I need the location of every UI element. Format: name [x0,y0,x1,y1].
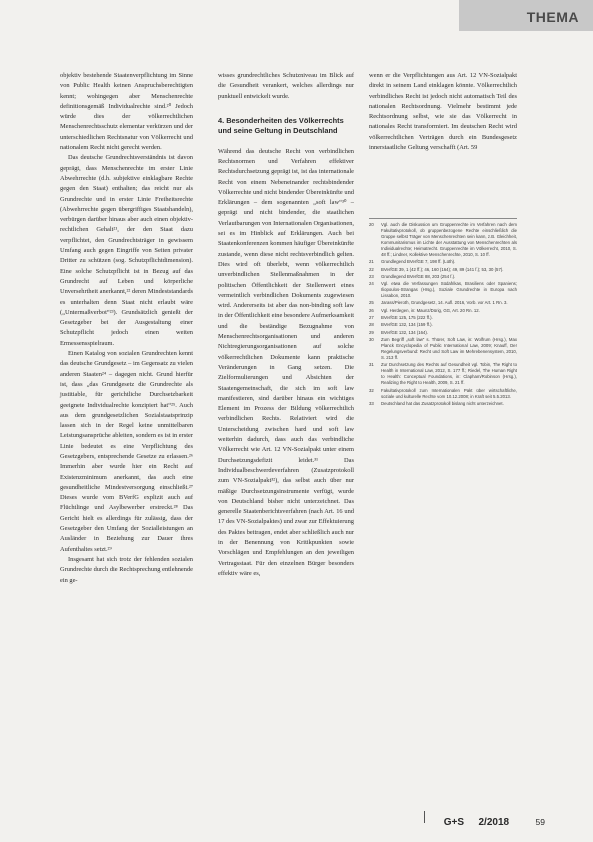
footnote-text: Deutschland hat das Zusatzprotokoll bislang nicht unterzeichnet. [381,400,504,406]
issue-number: 2/2018 [478,817,510,828]
footnote-number: 30 [369,336,374,342]
footnote-text: BVerfGE 132, 134 (164). [381,329,429,335]
footnote-item [369,259,517,265]
footnotes [369,222,517,408]
footnote-number: 25 [369,300,374,306]
footnote-number: 24 [369,281,374,287]
footnote-text: Vgl. auch die Diskussion um Gruppenrechte im Verfahren nach dem Fakultativprotokoll, ob gruppenbezogene Rechte einschließlich die Gruppe selbst Träger von Menschenrechten sein kann, z.B. Gleichheit, Kommunitarismus im Lichte der Ausstattung von Menschenrechten als Individualrechte; Heimatrecht. Gruppenrechte im Völkerrecht, 2010, S. 48 ff.; Lindner, Kollektive Menschenrechte, 2010, S. 10 ff. [381,222,517,257]
paragraph: Insgesamt hat sich trotz der fehlenden sozialen Grundrechte durch die Rechtsprechung entlehnende ein ge- [60,555,193,584]
footnote-divider [369,218,517,219]
section-label: THEMA [526,9,579,25]
footnote-text: Grundlegend BVerfGE 88, 203 (254 f.). [381,273,456,279]
footnote-text: Zum Begriff „soft law“ s. Thürer, Soft Law, in: Wolfrum (Hrsg.), Max Planck Encyclopedia of Public International Law, 2009; Knauff, Der Regelungsverbund: Recht und Soft Law im Mehrebenensystem, 2010, S. 213 ff. [381,336,517,360]
footnote-number: 26 [369,307,374,313]
footnote-number: 20 [369,222,374,227]
footnote-item [369,362,517,386]
footnote-item [369,330,517,336]
footnote-number: 32 [369,387,374,393]
footnote-text: BVerfGE 125, 175 (222 ff.). [381,315,433,321]
footnote-text: BVerfGE 132, 134 (159 ff.). [381,322,433,328]
footnote-item [369,308,517,314]
text-column-2 [218,71,354,579]
paragraph: objektiv bestehende Staatenverpflichtung im Sinne von Public Health keinen Anspruchsberechtigten kennt; wohingegen aber Menschenrechte definitionsgemäß Individualrechte sind.²⁰ Jedoch würde dies der völkerrechtlichen Menschenrechtsschutz elementar verkürzen und der unterschiedlichen Rechtsnatur von Völkerrecht und nationalem Recht nicht gerecht werden. [60,72,193,152]
footnote-number: 21 [369,259,374,265]
text-column-3 [369,71,517,153]
footnote-item [369,281,517,299]
footnote-text: Zur Durchsetzung des Rechts auf Gesundheit vgl. Tobin, The Right to Health in International Law, 2012, S. 177 ff.; Riedel, The Human Right to Health: Conceptual Foundations, in: Clapham/Robinson (Hrsg.), Realizing the Right to Health, 2009, S. 21 ff. [381,362,517,386]
footer-divider [424,811,425,823]
page-footer [444,812,545,830]
footnote-number: 23 [369,273,374,279]
footnote-number: 31 [369,362,374,368]
paragraph: wisses grundrechtliches Schutzniveau im Blick auf die Gesundheit verankert, welches allerdings nur punktuell entwickelt wurde. [218,72,354,100]
footnote-item [369,337,517,361]
footnote-item [369,401,517,407]
footnote-text: Grundlegend BVerfGE 7, 198 ff. (Lüth). [381,259,456,265]
footnote-number: 29 [369,329,374,335]
section-header-bar [459,0,593,31]
paragraph: Einen Katalog von sozialen Grundrechten kennt das deutsche Grundgesetz – im Gegensatz zu vielen anderen Staaten²⁴ – dagegen nicht. Grund hierfür ist, dass „das Grundgesetz die Grundrechte als justitiable, für gerichtliche Durchsetzbarkeit geeignete Individualrechte konzipiert hat“²⁵. Auch aus dem grundgesetzlichen Sozialstaatsprinzip lassen sich in der Regel keine unmittelbaren Leistungsansprüche ableiten, sondern es ist in erster Linie bedeutet es eine Verpflichtung des Gesetzgebers, entsprechende Gesetze zu erlassen.²⁶ Immerhin aber wurde hier ein Recht auf Existenzminimum anerkannt, das auch eine gesundheitliche Mindestversorgung einschließt.²⁷ Dieses wurde vom BVerfG explizit auch auf Flüchtlinge und Asylbewerber erstreckt.²⁸ Das Gericht hielt es allerdings für zulässig, dass der Gesetzgeber den Umfang der Sozialleistungen an Ausländer in Beziehung zur Dauer ihres Aufenthaltes setzt.²⁹ [60,350,193,553]
footnote-number: 28 [369,322,374,328]
footnote-item [369,300,517,306]
footnote-text: Vgl. Herdegen, in: Maunz/Dürig, GG, Art. 20 Rn. 12. [381,307,480,313]
footnote-number: 27 [369,315,374,321]
section-heading: 4. Besonderheiten des Völkerrechts und seine Geltung in Deutschland [218,115,344,136]
paragraph: Während das deutsche Recht von verbindlichen Rechtsnormen und Verfahren effektiver Rechtsdurchsetzung geprägt ist, ist das internationale Recht von einem Nebeneinander rechtsbindender Völkerrechte und nicht bindender Übereinkünfte und Erklärungen – dem sogenannten „soft law“³⁰ – geprägt und nicht bindender, die staatlichen Verlautbarungen von Internationalen Organisationen, sei es im Hinblick auf Erklärungen. Auch bei Staatenkonferenzen kommen häufiger Übereinkünfte zustande, wenn diese nicht rechtsverbindlich gelten. Dies wird oft überlebt, wenn völkerrechtlich unverbindlichen Stellenmaßnahmen in der politischen Öffentlichkeit der Stellenwert eines vermeintlich verbindlichen Dokuments zugewiesen wird. Andererseits ist aber das non-binding soft law in der Öffentlichkeit eine besondere Aufmerksamkeit und die beständige Bezugnahme von Menschenrechtsorganisationen und anderen Nichtregierungsorganisationen auf solche völkerrechtlichen Dokumente kann praktische Veränderungen in Gang setzen. Die Zielformulierungen und Absichten der Staatengemeinschaft, die sich im soft law manifestieren, sind darüber hinaus ein wichtiges Element im Prozess der Bildung völkerrechtlich verbindlichen Rechts. Relativiert wird die Unterscheidung zwischen hard und soft law weiterhin dadurch, dass auch das verbindliche Völkerrecht wie Art. 12 VN-Sozialpakt unter einem Durchsetzungsdefizit leidet.³¹ Das Individualbeschwerdeverfahren (Zusatzprotokoll zum VN-Sozialpakt³²), das selbst auch über nur mäßige Durchsetzungsinstrumente verfügt, wurde von Deutschland bisher nicht unterzeichnet. Das generelle Staatenberichtsverfahren (nach Art. 16 und 17 des VN-Sozialpaktes) und zwar zur Effektuierung des Paktes beitragen, endet aber schließlich auch nur in der Benennung von Kritikpunkten sowie Vorschlägen und Empfehlungen an den jeweiligen Vertragsstaat. Für den einzelnen Bürger besonders effektiv wäre es, [218,147,354,577]
footnote-text: Fakultativprotokoll zum Internationalen Pakt über wirtschaftliche, soziale und kulturelle Rechte vom 10.12.2008; in Kraft seit 5.5.2013. [381,387,517,399]
footnote-item [369,274,517,280]
footnote-number: 22 [369,266,374,272]
footnote-text: Vgl. etwa die Verfassungen Südafrikas, Brasiliens oder Spaniens; Iliopoulos-Strangas (Hrsg.), Soziale Grundrechte in Europa nach Lissabon, 2010. [381,281,517,299]
paragraph: wenn er die Verpflichtungen aus Art. 12 VN-Sozialpakt direkt in seinem Land einklagen könnte. Völkerrechtlich verbindliches Recht ist jedoch nicht automatisch Teil des nationalen Rechtsordnung. Vielmehr bestimmt jede Rechtsordnung selbst, wie sie das Völkerrecht in nationales Recht transformiert. Im deutschen Recht wird völkerrechtlichen Verträgen durch ein Bundesgesetz innerstaatliche Geltung verschafft (Art. 59 [369,72,517,152]
page-number: 59 [535,817,545,827]
journal-brand: G+S [443,817,465,828]
footnote-item [369,222,517,258]
footnote-item [369,322,517,328]
footnote-item [369,388,517,400]
footnote-item [369,315,517,321]
footnote-number: 33 [369,400,374,406]
footnote-text: Jarass/Pieroth, Grundgesetz, 14. Aufl. 2016, Vorb. vor Art. 1 Rn. 3. [381,300,508,306]
text-column-1 [60,71,193,586]
footnote-text: BVerfGE 39, 1 (42 ff.); 46, 160 (164); 49, 89 (141 f.); 53, 30 (57). [381,266,504,272]
paragraph: Das deutsche Grundrechtsverständnis ist davon geprägt, dass Menschenrechte im erster Linie Abwehrrechte (d.h. subjektive einklagbare Rechte gegen den Staat) enthalten; das reicht nur als Grundrechte und in erster Linie Freiheitsrechte (Abwehrrechte gegen übergriffiges Staatshandeln), verbürgen darüber hinaus aber auch einen objektiv-rechtlichen Gehalt²¹, der den Staat dazu verpflichtet, den Grundrechtsträger in gewissem Umfang auch gegen Eingriffe von Seiten privater Dritter zu schützen (sog. Schutzpflichtdimension). Eine solche Schutzpflicht ist in Bezug auf das Grundrecht auf Leben und körperliche Unversehrtheit anerkannt,²² deren Mindeststandards es unterhalten denn Staat nicht erlaubt wäre („Untermaßverbot“²³). Grundsätzlich genießt der Gesetzgeber bei der Ausgestaltung einer Schutzpflicht jedoch einen weiten Ermessensspielraum. [60,154,193,347]
footnote-item [369,267,517,273]
